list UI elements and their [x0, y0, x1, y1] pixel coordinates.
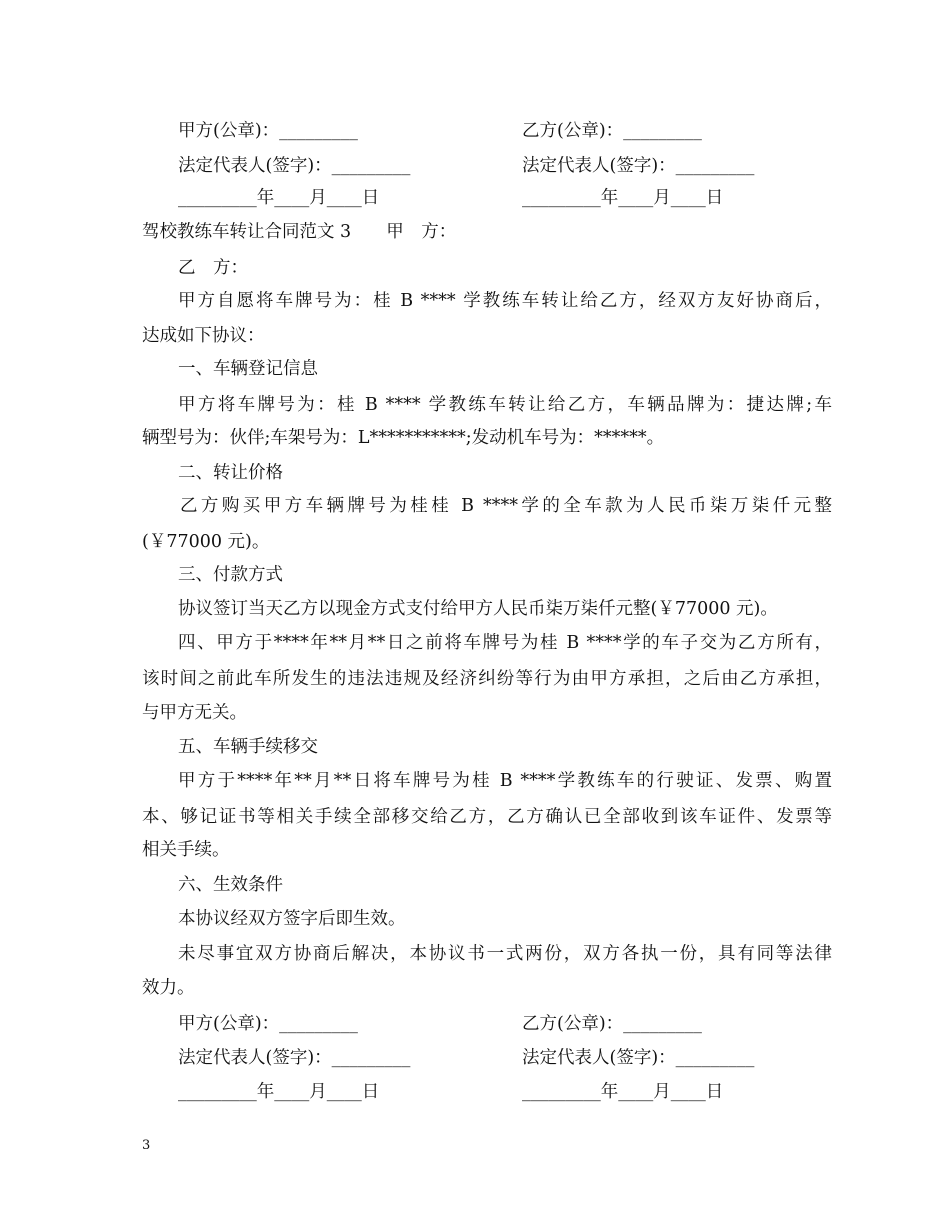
party-a-seal-line: 甲方(公章)：_________: [178, 1014, 358, 1034]
intro-line-2: 达成如下协议：: [142, 326, 265, 346]
section-2-line-2: (￥77000 元)。: [142, 532, 270, 552]
section-4-line-1: 四、甲方于****年**月**日之前将车牌号为桂 B ****学的车子交为乙方所有，: [178, 633, 832, 653]
section-1-line-1: 甲方将车牌号为：桂 B **** 学教练车转让给乙方，车辆品牌为：捷达牌;车: [178, 395, 832, 415]
section-5-title: 五、车辆手续移交: [178, 737, 318, 757]
section-1-line-2: 辆型号为：伙伴;车架号为：L***********;发动机车号为：******。: [142, 428, 665, 448]
contract-heading: 驾校教练车转让合同范文 3 甲 方：: [142, 222, 457, 242]
section-6-line-2: 未尽事宜双方协商后解决，本协议书一式两份，双方各执一份，具有同等法律: [178, 944, 832, 964]
party-a-representative-line: 法定代表人(签字)：_________: [178, 156, 411, 176]
party-a-representative-line: 法定代表人(签字)：_________: [178, 1048, 411, 1068]
party-a-date-line: _________年____月____日: [178, 188, 380, 208]
party-b-seal-line: 乙方(公章)：_________: [522, 1014, 702, 1034]
section-4-line-2: 该时间之前此车所发生的违法违规及经济纠纷等行为由甲方承担，之后由乙方承担，: [142, 669, 832, 689]
section-2-line-1: 乙方购买甲方车辆牌号为桂桂 B ****学的全车款为人民币柒万柒仟元整: [180, 496, 832, 516]
section-6-title: 六、生效条件: [178, 875, 283, 895]
section-1-title: 一、车辆登记信息: [178, 359, 318, 379]
party-b-seal-line: 乙方(公章)：_________: [522, 121, 702, 141]
party-b-representative-line: 法定代表人(签字)：_________: [522, 156, 755, 176]
section-3-line-1: 协议签订当天乙方以现金方式支付给甲方人民币柒万柒仟元整(￥77000 元)。: [178, 599, 778, 619]
section-6-line-1: 本协议经双方签字后即生效。: [178, 909, 406, 929]
party-a-date-line: _________年____月____日: [178, 1082, 380, 1102]
party-b-representative-line: 法定代表人(签字)：_________: [522, 1048, 755, 1068]
party-b-date-line: _________年____月____日: [522, 188, 724, 208]
section-4-line-3: 与甲方无关。: [142, 703, 247, 723]
party-b-label: 乙 方：: [178, 258, 248, 278]
section-3-title: 三、付款方式: [178, 565, 283, 585]
intro-line-1: 甲方自愿将车牌号为：桂 B **** 学教练车转让给乙方，经双方友好协商后，: [178, 291, 832, 311]
page-number: 3: [142, 1138, 151, 1153]
section-6-line-3: 效力。: [142, 978, 195, 998]
section-2-title: 二、转让价格: [178, 463, 283, 483]
party-b-date-line: _________年____月____日: [522, 1082, 724, 1102]
section-5-line-3: 相关手续。: [142, 840, 230, 860]
section-5-line-2: 本、够记证书等相关手续全部移交给乙方，乙方确认已全部收到该车证件、发票等: [142, 807, 832, 827]
section-5-line-1: 甲方于****年**月**日将车牌号为桂 B ****学教练车的行驶证、发票、购置: [178, 771, 832, 791]
party-a-seal-line: 甲方(公章)：_________: [178, 121, 358, 141]
